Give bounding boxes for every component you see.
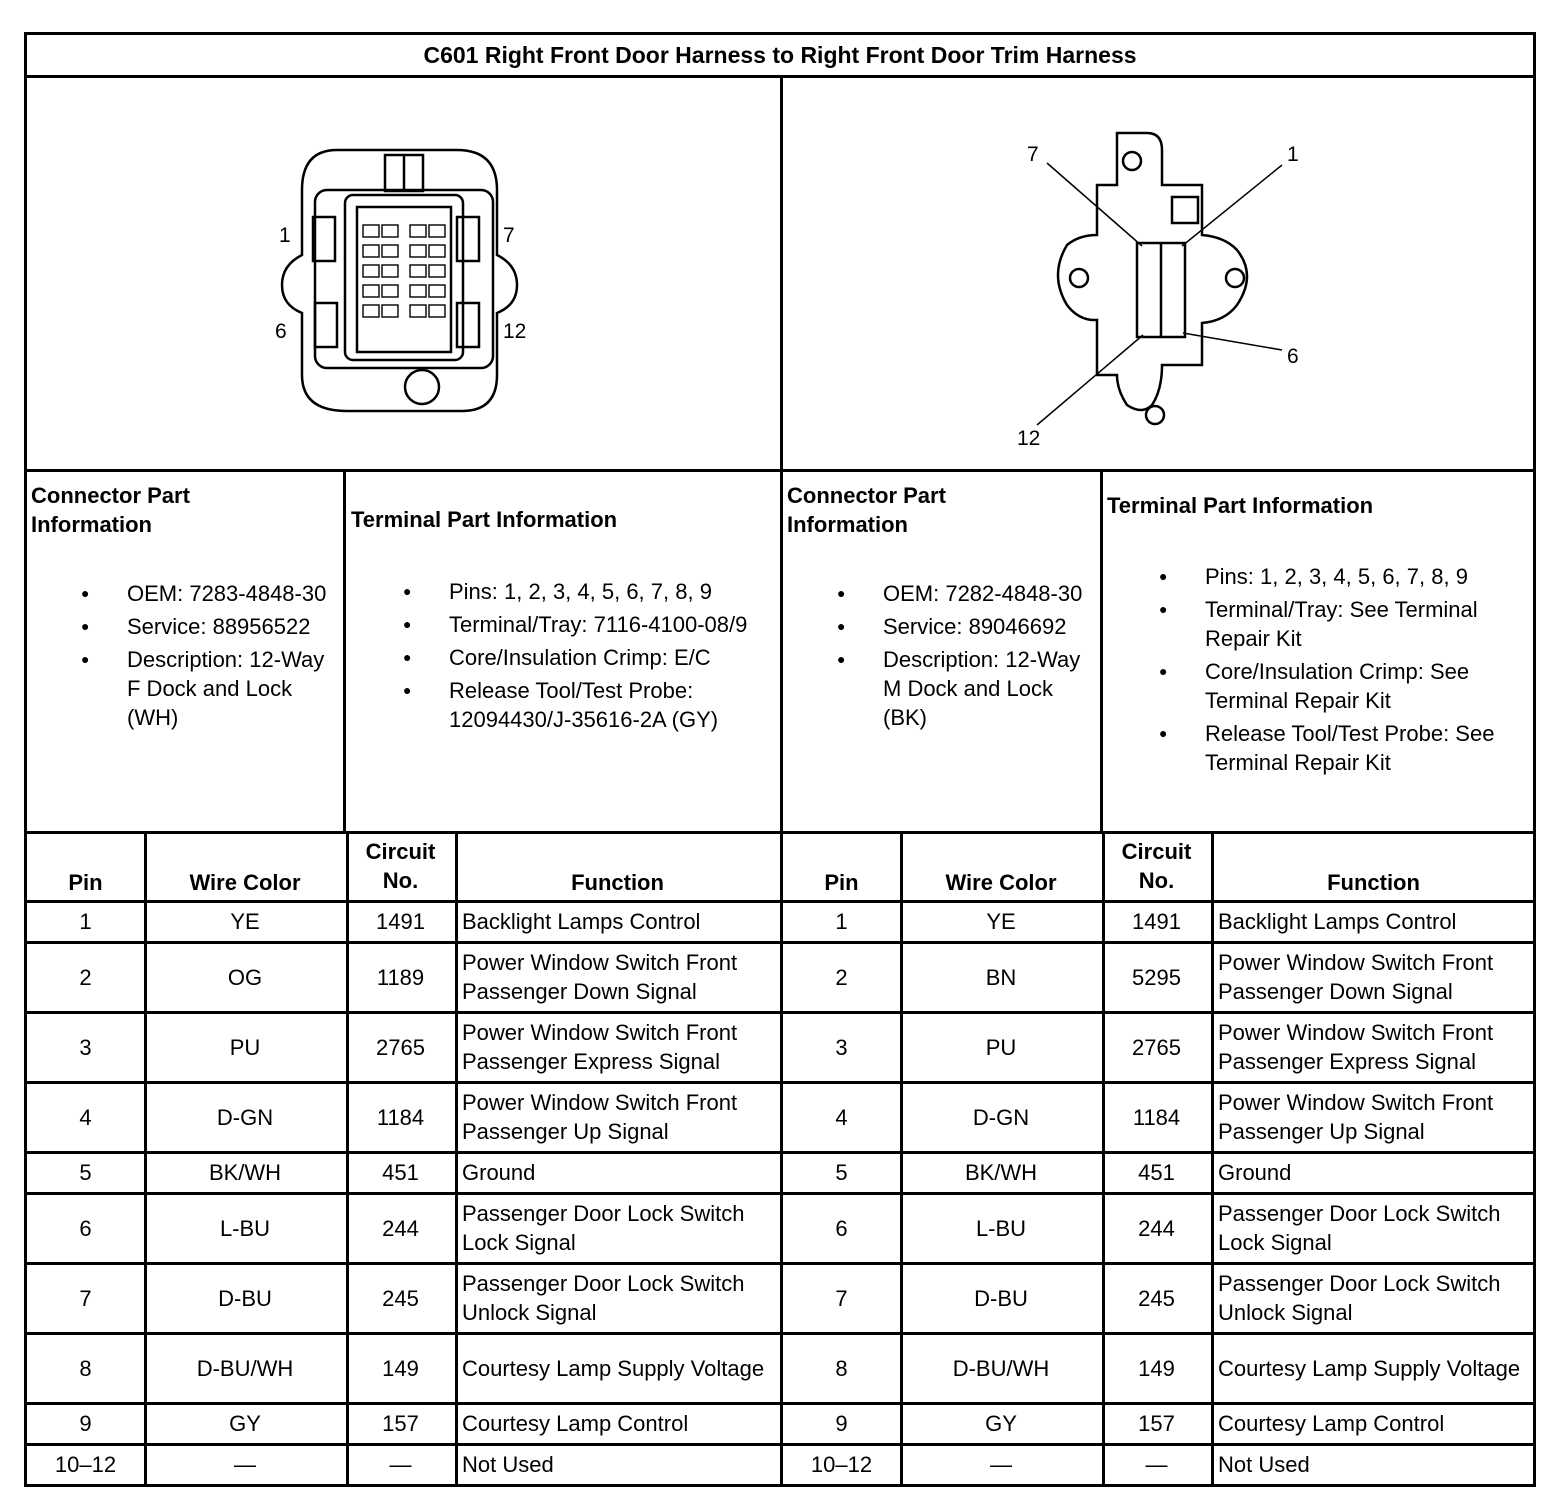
table-cell: 2 xyxy=(835,964,848,990)
list-item: ● Core/Insulation Crimp: See Terminal Repair Kit xyxy=(1105,657,1533,715)
table-cell: 244 xyxy=(382,1215,419,1241)
table-cell: Passenger Door Lock Switch Unlock Signal xyxy=(1218,1271,1501,1325)
table-cell: GY xyxy=(985,1411,1017,1436)
table-cell: OG xyxy=(227,964,263,990)
divider xyxy=(1100,469,1103,831)
table-cell: BK/WH xyxy=(208,1160,282,1185)
connector-sheet xyxy=(24,32,1536,1487)
table-cell: Courtesy Lamp Supply Voltage xyxy=(462,1355,765,1381)
table-cell: 451 xyxy=(1138,1160,1175,1185)
table-cell: Ground xyxy=(462,1160,536,1185)
terminal-part-list xyxy=(1105,562,1533,781)
table-cell: Not Used xyxy=(462,1452,554,1477)
column-header: Function xyxy=(1327,870,1420,895)
connector-part-heading: Connector Part Information xyxy=(787,483,946,537)
table-cell: 8 xyxy=(835,1355,848,1381)
list-item: ● OEM: 7282-4848-30 xyxy=(783,579,1095,608)
table-cell: L-BU xyxy=(219,1215,271,1241)
table-cell: 244 xyxy=(1138,1215,1175,1241)
list-item: ● OEM: 7283-4848-30 xyxy=(27,579,337,608)
table-cell: Power Window Switch Front Passenger Up Signal xyxy=(1218,1090,1494,1144)
table-cell: 1184 xyxy=(376,1104,425,1130)
table-cell: 6 xyxy=(835,1215,848,1241)
table-cell: 7 xyxy=(79,1285,92,1311)
table-cell: 4 xyxy=(79,1104,92,1130)
table-cell: BN xyxy=(985,964,1017,990)
table-cell: — xyxy=(389,1452,412,1477)
pin-label: 1 xyxy=(279,224,291,247)
list-item: ● Core/Insulation Crimp: E/C xyxy=(349,643,779,672)
list-item: ● Service: 89046692 xyxy=(783,612,1095,641)
pin-label: 12 xyxy=(1017,427,1041,450)
table-cell: GY xyxy=(229,1411,261,1436)
table-cell: 3 xyxy=(79,1034,92,1060)
table-cell: PU xyxy=(985,1034,1017,1060)
list-item: ● Description: 12-Way F Dock and Lock (WH) xyxy=(27,645,337,732)
table-cell: 149 xyxy=(382,1355,419,1381)
terminal-part-heading: Terminal Part Information xyxy=(351,507,618,532)
table-cell: Backlight Lamps Control xyxy=(1218,909,1457,934)
table-cell: Not Used xyxy=(1218,1452,1310,1477)
table-cell: Backlight Lamps Control xyxy=(462,909,701,934)
table-cell: 6 xyxy=(79,1215,92,1241)
table-cell: 2 xyxy=(79,964,92,990)
table-cell: 1 xyxy=(835,909,848,934)
table-cell: 10–12 xyxy=(54,1452,117,1477)
left-connector-diagram xyxy=(267,135,527,435)
table-cell: D-GN xyxy=(972,1104,1030,1130)
table-cell: 5 xyxy=(79,1160,92,1185)
pin-label: 12 xyxy=(503,320,527,343)
table-cell: 2765 xyxy=(376,1034,425,1060)
connector-part-list xyxy=(27,579,337,736)
pin-label: 6 xyxy=(275,320,287,343)
table-cell: Passenger Door Lock Switch Lock Signal xyxy=(1218,1201,1501,1255)
table-cell: YE xyxy=(230,909,260,934)
table-cell: Power Window Switch Front Passenger Down Signal xyxy=(462,950,738,1004)
table-cell: — xyxy=(234,1452,256,1477)
table-cell: Passenger Door Lock Switch Unlock Signal xyxy=(462,1271,745,1325)
table-cell: 5 xyxy=(835,1160,848,1185)
table-cell: 1189 xyxy=(376,964,425,990)
column-header: Wire Color xyxy=(189,870,301,895)
list-item: ● Terminal/Tray: 7116-4100-08/9 xyxy=(349,610,779,639)
connector-part-heading: Connector Part Information xyxy=(31,483,190,537)
table-cell: 1184 xyxy=(1132,1104,1181,1130)
table-cell: 1 xyxy=(79,909,92,934)
list-item: ● Release Tool/Test Probe: 12094430/J-35616-2A (GY) xyxy=(349,676,779,734)
table-cell: 10–12 xyxy=(810,1452,873,1477)
list-item: ● Service: 88956522 xyxy=(27,612,337,641)
list-item: ● Description: 12-Way M Dock and Lock (BK) xyxy=(783,645,1095,732)
table-cell: Ground xyxy=(1218,1160,1292,1185)
table-cell: 157 xyxy=(1138,1411,1175,1436)
table-cell: 157 xyxy=(382,1411,419,1436)
table-cell: 4 xyxy=(835,1104,848,1130)
table-cell: Power Window Switch Front Passenger Down Signal xyxy=(1218,950,1494,1004)
terminal-part-heading: Terminal Part Information xyxy=(1107,493,1374,518)
column-header: Wire Color xyxy=(945,870,1057,895)
table-cell: 9 xyxy=(835,1411,848,1436)
table-cell: 5295 xyxy=(1132,964,1181,990)
page-title: C601 Right Front Door Harness to Right Front Door Trim Harness xyxy=(423,42,1137,68)
connector-part-list xyxy=(783,579,1095,736)
table-cell: Power Window Switch Front Passenger Express Signal xyxy=(462,1020,738,1074)
table-cell: PU xyxy=(229,1034,261,1060)
pin-label: 7 xyxy=(1027,143,1039,166)
table-cell: L-BU xyxy=(975,1215,1027,1241)
right-connector-diagram xyxy=(987,125,1347,465)
table-cell: 3 xyxy=(835,1034,848,1060)
table-cell: YE xyxy=(986,909,1016,934)
column-header: Pin xyxy=(68,870,103,895)
table-cell: 245 xyxy=(1138,1285,1175,1311)
list-item: ● Pins: 1, 2, 3, 4, 5, 6, 7, 8, 9 xyxy=(349,577,779,606)
table-cell: 149 xyxy=(1138,1355,1175,1381)
table-cell: D-BU xyxy=(218,1285,272,1311)
pin-label: 7 xyxy=(503,224,515,247)
table-cell: BK/WH xyxy=(964,1160,1038,1185)
table-cell: — xyxy=(990,1452,1012,1477)
table-cell: D-BU xyxy=(974,1285,1028,1311)
table-cell: Courtesy Lamp Control xyxy=(462,1411,689,1436)
table-cell: 7 xyxy=(835,1285,848,1311)
list-item: ● Release Tool/Test Probe: See Terminal Repair Kit xyxy=(1105,719,1533,777)
table-cell: 2765 xyxy=(1132,1034,1181,1060)
table-cell: Power Window Switch Front Passenger Up Signal xyxy=(462,1090,738,1144)
list-item: ● Terminal/Tray: See Terminal Repair Kit xyxy=(1105,595,1533,653)
table-cell: — xyxy=(1145,1452,1168,1477)
table-cell: 8 xyxy=(79,1355,92,1381)
column-header: Function xyxy=(571,870,664,895)
column-header: Circuit No. xyxy=(1121,839,1192,893)
table-cell: 1491 xyxy=(1132,909,1181,934)
table-cell: 9 xyxy=(79,1411,92,1436)
table-cell: D-BU/WH xyxy=(952,1355,1050,1381)
table-cell: 245 xyxy=(382,1285,419,1311)
column-header: Circuit No. xyxy=(365,839,436,893)
table-cell: Courtesy Lamp Supply Voltage xyxy=(1218,1355,1521,1381)
divider xyxy=(27,469,1533,472)
table-cell: 451 xyxy=(382,1160,419,1185)
divider xyxy=(343,469,346,831)
table-cell: Passenger Door Lock Switch Lock Signal xyxy=(462,1201,745,1255)
table-cell: 1491 xyxy=(376,909,425,934)
table-cell: D-BU/WH xyxy=(196,1355,294,1381)
table-cell: Power Window Switch Front Passenger Express Signal xyxy=(1218,1020,1494,1074)
pin-label: 1 xyxy=(1287,143,1299,166)
pin-table xyxy=(27,831,1533,1487)
column-header: Pin xyxy=(824,870,859,895)
terminal-part-list xyxy=(349,577,779,738)
list-item: ● Pins: 1, 2, 3, 4, 5, 6, 7, 8, 9 xyxy=(1105,562,1533,591)
pin-label: 6 xyxy=(1287,345,1299,368)
table-cell: Courtesy Lamp Control xyxy=(1218,1411,1445,1436)
table-cell: D-GN xyxy=(216,1104,274,1130)
